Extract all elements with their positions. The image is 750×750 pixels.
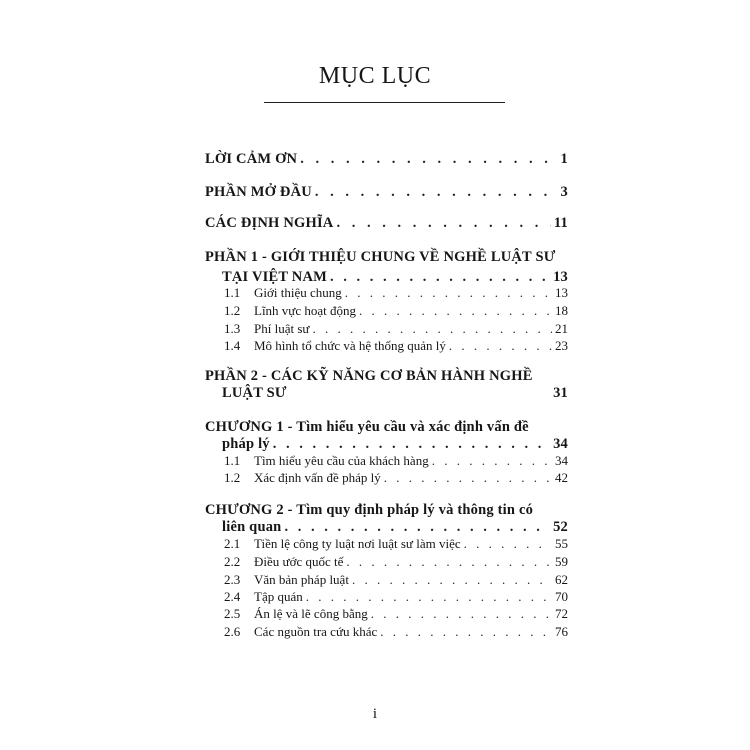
toc-sub-page: 70: [555, 589, 568, 604]
toc-sub-label: Văn bản pháp luật: [254, 572, 349, 587]
toc-chapter2-heading: CHƯƠNG 2 - Tìm quy định pháp lý và thông tin có: [205, 502, 534, 518]
toc-sub-entry: [224, 625, 568, 638]
toc-sub-entry: [224, 339, 568, 352]
toc-sub-number: 1.2: [224, 303, 241, 318]
toc-sub-label: Án lệ và lẽ công bằng: [254, 606, 368, 621]
toc-sub-number: 2.4: [224, 589, 241, 604]
toc-entry-loi-cam-on: [205, 152, 568, 167]
toc-sub-label: Phí luật sư: [254, 321, 310, 336]
toc-part1-heading: PHẦN 1 - GIỚI THIỆU CHUNG VỀ NGHỀ LUẬT SƯ: [205, 249, 556, 265]
toc-entry-page: 1: [560, 151, 568, 167]
toc-entry-label: liên quan: [222, 519, 282, 535]
toc-entry-label: CÁC ĐỊNH NGHĨA: [205, 215, 334, 231]
toc-sub-number: 2.6: [224, 624, 241, 639]
page-title: MỤC LỤC: [318, 63, 432, 89]
toc-sub-number: 1.1: [224, 453, 241, 468]
dot-leader: [330, 270, 550, 285]
toc-sub-page: 13: [555, 285, 568, 300]
toc-sub-number: 2.1: [224, 536, 241, 551]
toc-sub-label: Các nguồn tra cứu khác: [254, 624, 378, 639]
dot-leader: [359, 304, 552, 317]
toc-sub-entry: [224, 590, 568, 603]
toc-sub-page: 23: [555, 338, 568, 353]
toc-entry-page: 52: [553, 519, 568, 535]
toc-entry-label: pháp lý: [222, 436, 270, 452]
toc-entry-page: 11: [553, 215, 568, 231]
dot-leader: [312, 322, 552, 335]
dot-leader: [273, 437, 550, 452]
dot-leader: [352, 573, 552, 586]
toc-sub-entry: [224, 573, 568, 586]
toc-sub-label: Điều ước quốc tế: [254, 554, 344, 569]
dot-leader: [380, 625, 552, 638]
toc-entry-page: 31: [553, 385, 568, 401]
toc-sub-number: 1.3: [224, 321, 241, 336]
toc-sub-entry: [224, 471, 568, 484]
toc-sub-number: 2.2: [224, 554, 241, 569]
dot-leader: [315, 185, 558, 200]
toc-entry-cac-dinh-nghia: [205, 216, 568, 231]
dot-leader: [345, 286, 552, 299]
toc-sub-page: 34: [555, 453, 568, 468]
toc-sub-entry: [224, 454, 568, 467]
dot-leader: [306, 590, 552, 603]
toc-entry-label: LỜI CẢM ƠN: [205, 151, 298, 167]
toc-entry-page: 3: [560, 184, 568, 200]
toc-sub-label: Mô hình tổ chức và hệ thống quản lý: [254, 338, 446, 353]
toc-sub-page: 76: [555, 624, 568, 639]
toc-sub-label: Tiền lệ công ty luật nơi luật sư làm việc: [254, 536, 461, 551]
toc-sub-entry: [224, 286, 568, 299]
toc-sub-entry: [224, 537, 568, 550]
dot-leader: [449, 339, 552, 352]
toc-sub-page: 21: [555, 321, 568, 336]
toc-sub-page: 59: [555, 554, 568, 569]
toc-entry-label: LUẬT SƯ: [222, 385, 287, 401]
toc-part2-heading-cont: [222, 386, 568, 401]
toc-sub-entry: [224, 304, 568, 317]
toc-sub-number: 1.2: [224, 470, 241, 485]
toc-entry-page: 13: [553, 269, 568, 285]
dot-leader: [284, 520, 550, 535]
dot-leader: [464, 537, 552, 550]
dot-leader: [432, 454, 552, 467]
toc-sub-entry: [224, 607, 568, 620]
toc-sub-label: Lĩnh vực hoạt động: [254, 303, 357, 318]
toc-sub-label: Xác định vấn đề pháp lý: [254, 470, 381, 485]
toc-sub-number: 1.4: [224, 338, 241, 353]
dot-leader: [346, 555, 552, 568]
toc-sub-label: Giới thiệu chung: [254, 285, 342, 300]
dot-leader: [371, 607, 552, 620]
toc-chapter2-heading-cont: [222, 520, 568, 535]
toc-part2-heading: PHẦN 2 - CÁC KỸ NĂNG CƠ BẢN HÀNH NGHỀ: [205, 368, 533, 384]
page-number: i: [372, 706, 378, 722]
toc-sub-label: Tìm hiểu yêu cầu của khách hàng: [254, 453, 429, 468]
toc-sub-label: Tập quán: [254, 589, 303, 604]
toc-sub-entry: [224, 555, 568, 568]
toc-sub-number: 2.3: [224, 572, 241, 587]
toc-entry-phan-mo-dau: [205, 185, 568, 200]
dot-leader: [300, 152, 557, 167]
toc-sub-number: 2.5: [224, 606, 241, 621]
toc-sub-number: 1.1: [224, 285, 241, 300]
toc-entry-page: 34: [553, 436, 568, 452]
toc-sub-entry: [224, 322, 568, 335]
toc-part1-heading-cont: [222, 270, 568, 285]
toc-sub-page: 62: [555, 572, 568, 587]
dot-leader: [336, 216, 550, 231]
toc-chapter1-heading-cont: [222, 437, 568, 452]
toc-sub-page: 55: [555, 536, 568, 551]
toc-sub-page: 72: [555, 606, 568, 621]
dot-leader: [384, 471, 552, 484]
title-underline: [264, 102, 505, 103]
toc-sub-page: 18: [555, 303, 568, 318]
toc-chapter1-heading: CHƯƠNG 1 - Tìm hiểu yêu cầu và xác định vấn đề: [205, 419, 529, 435]
toc-entry-label: TẠI VIỆT NAM: [222, 269, 327, 285]
toc-sub-page: 42: [555, 470, 568, 485]
toc-entry-label: PHẦN MỞ ĐẦU: [205, 184, 312, 200]
